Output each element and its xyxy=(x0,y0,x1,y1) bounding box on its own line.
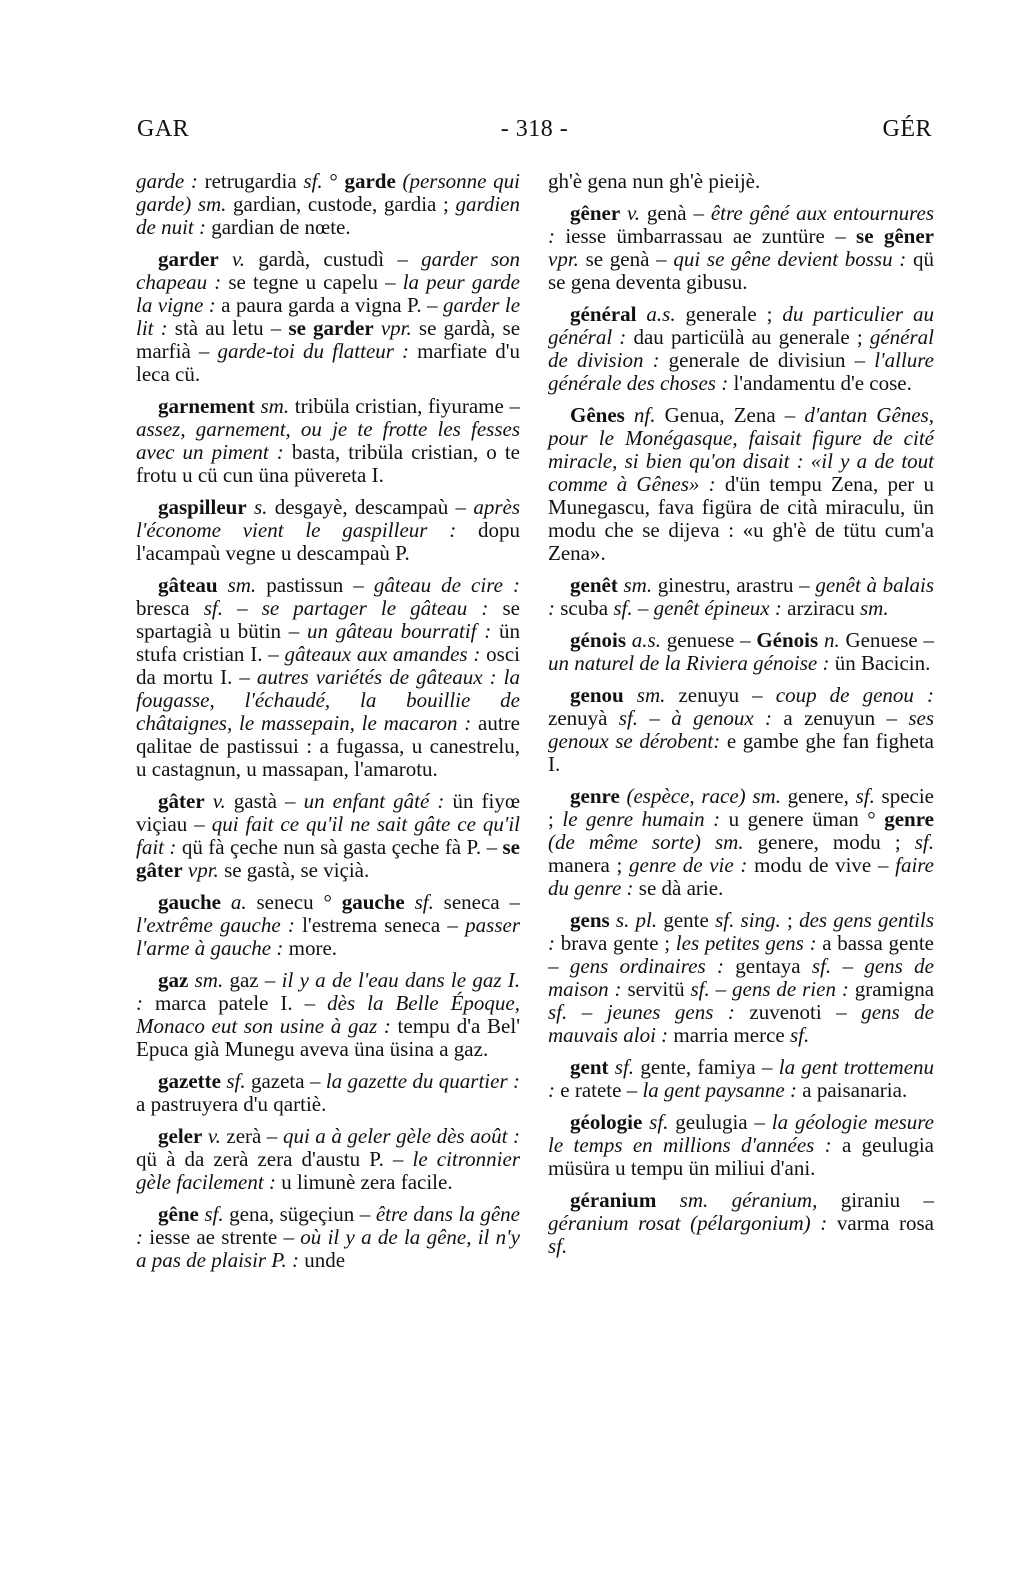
dictionary-entry: gazette sf. gazeta – la gazette du quartier : a pastruyera d'u qartiè. xyxy=(136,1069,520,1116)
dictionary-entry: gaz sm. gaz – il y a de l'eau dans le gaz I. : marca patele I. – dès la Belle Époque, Monaco eut son usine à gaz : tempu d'a Bel' Epuca già Munegu aveva üna üsina a gaz. xyxy=(136,968,521,1061)
dictionary-entry: garde : retrugardia sf. ° garde (personne qui garde) sm. gardian, custode, gardia ; gardien de nuit : gardian de nœte. xyxy=(136,169,521,239)
page-header xyxy=(137,116,932,150)
header-right-guideword: GÉR xyxy=(882,116,932,142)
dictionary-entry: gh'è gena nun gh'è pieijè. xyxy=(548,169,761,193)
dictionary-entry: gâteau sm. pastissun – gâteau de cire : bresca sf. – se partager le gâteau : se spartagià u bütin – un gâteau bourratif : ün stufa cristian I. – gâteaux aux amandes : osci da mortu I. – autres variétés de gâteaux : la fougasse, l'échaudé, la bouillie de châtaignes, le massepain, le macaron : autre qalitae de pastissui : a fugassa, u canestrelu, u castagnun, u massapan, l'amarotu. xyxy=(136,573,521,781)
dictionary-entry: geler v. zerà – qui a à geler gèle dès août : qü à da zerà zera d'austu P. – le citronnier gèle facilement : u limunè zera facile. xyxy=(136,1124,520,1194)
left-column xyxy=(136,170,520,1281)
dictionary-entry: gens s. pl. gente sf. sing. ; des gens gentils : brava gente ; les petites gens : a bassa gente – gens ordinaires : gentaya sf. – gens de maison : servitü sf. – gens de rien : gramigna sf. – jeunes gens : zuvenoti – gens de mauvais aloi : marria merce sf. xyxy=(548,908,935,1047)
dictionary-entry: géologie sf. geulugia – la géologie mesure le temps en millions d'années : a geulugia müsüra u tempu ün miliui d'ani. xyxy=(548,1110,935,1180)
dictionary-entry: gêne sf. gena, sügeçiun – être dans la gêne : iesse ae strente – où il y a de la gêne, il n'y a pas de plaisir P. : unde xyxy=(136,1202,520,1272)
dictionary-entry: gaspilleur s. desgayè, descampaù – après l'économe vient le gaspilleur : dopu l'acampaù vegne u descampaù P. xyxy=(136,495,520,565)
dictionary-entry: Gênes nf. Genua, Zena – d'antan Gênes, pour le Monégasque, faisait figure de cité miracle, si bien qu'on disait : «il y a de tout comme à Gênes» : d'ün tempu Zena, per u Munegascu, fava figüra de cità miraculu, ün modu che se dijeva : «u gh'è de tütu cum'a Zena». xyxy=(548,403,935,565)
dictionary-entry: gâter v. gastà – un enfant gâté : ün fiyœ viçiau – qui fait ce qu'il ne sait gâte ce qu'il fait : qü fà çeche nun sà gasta çeche fà P. – se gâter vpr. se gastà, se viçià. xyxy=(136,789,521,882)
dictionary-entry: garnement sm. tribüla cristian, fiyurame – assez, garnement, ou je te frotte les fesses avec un piment : basta, tribüla cristian, o te frotu u cü cun üna püvereta I. xyxy=(136,394,520,487)
dictionary-entry: gauche a. senecu ° gauche sf. seneca – l'extrême gauche : l'estrema seneca – passer l'arme à gauche : more. xyxy=(136,890,520,960)
dictionary-entry: genou sm. zenuyu – coup de genou : zenuyà sf. – à genoux : a zenuyun – ses genoux se dérobent: e gambe ghe fan figheta I. xyxy=(548,683,935,776)
dictionary-entry: génois a.s. genuese – Génois n. Genuese – un naturel de la Riviera génoise : ün Bacicin. xyxy=(548,628,934,675)
dictionary-entry: géranium sm. géranium, giraniu – géranium rosat (pélargonium) : varma rosa sf. xyxy=(548,1188,935,1258)
right-column xyxy=(548,170,934,1267)
dictionary-entry: genre (espèce, race) sm. genere, sf. specie ; le genre humain : u genere üman ° genre (de même sorte) sm. genere, modu ; sf. manera ; genre de vie : modu de vive – faire du genre : se dà arie. xyxy=(548,784,935,900)
dictionary-entry: général a.s. generale ; du particulier au général : dau particülà au generale ; général de division : generale de divisiun – l'allure générale des choses : l'andamentu d'e cose. xyxy=(548,302,935,395)
header-left-guideword: GAR xyxy=(137,116,190,142)
dictionary-entry: gent sf. gente, famiya – la gent trottemenu : e ratete – la gent paysanne : a paisanaria. xyxy=(548,1055,935,1102)
dictionary-entry: genêt sm. ginestru, arastru – genêt à balais : scuba sf. – genêt épineux : arziracu sm. xyxy=(548,573,934,620)
dictionary-entry: gêner v. genà – être gêné aux entournures : iesse ümbarrassau ae zuntüre – se gêner vpr. se genà – qui se gêne devient bossu : qü se gena deventa gibusu. xyxy=(548,201,934,294)
page-number: - 318 - xyxy=(500,116,569,142)
dictionary-entry: garder v. gardà, custudì – garder son chapeau : se tegne u capelu – la peur garde la vigne : a paura garda a vigna P. – garder le lit : stà au letu – se garder vpr. se gardà, se marfià – garde-toi du flatteur : marfiate d'u leca cü. xyxy=(136,247,521,386)
